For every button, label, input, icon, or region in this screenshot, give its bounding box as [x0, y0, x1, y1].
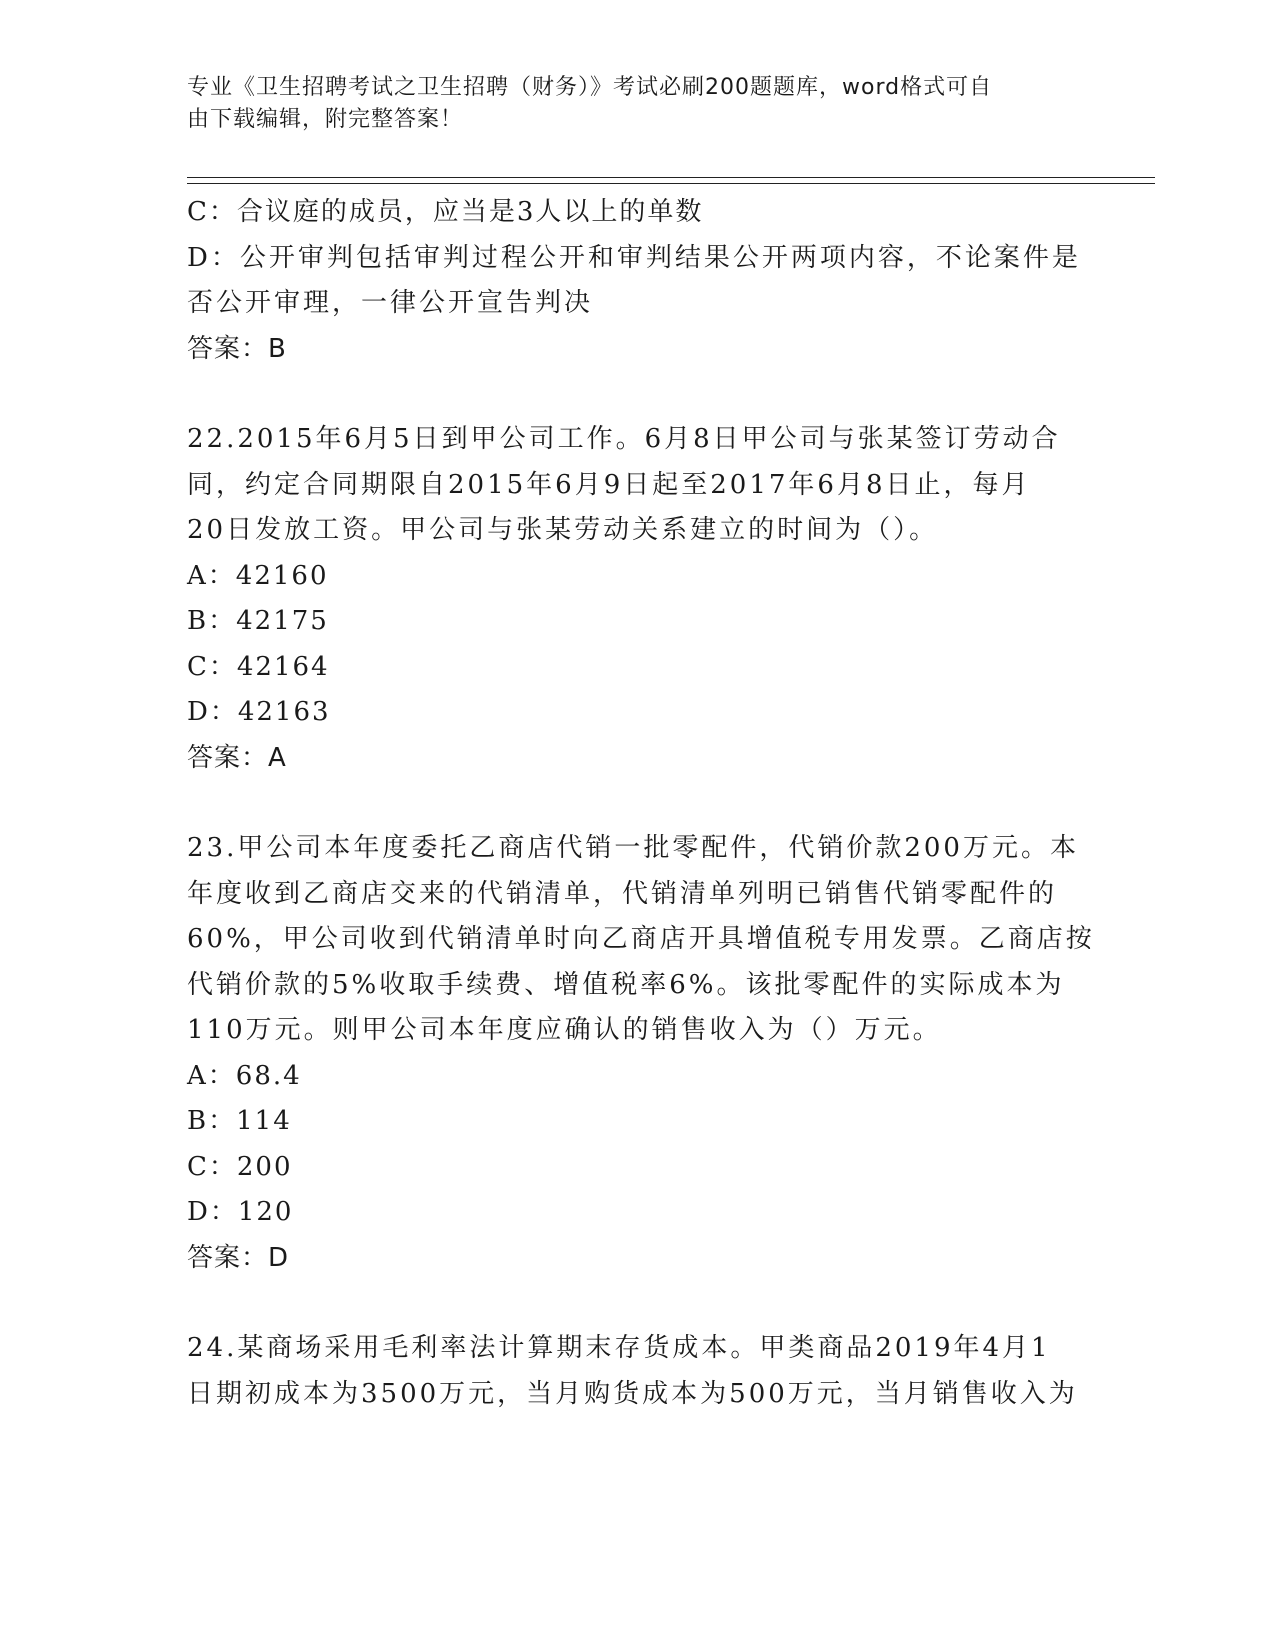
question-text-line: 20日发放工资。甲公司与张某劳动关系建立的时间为（）。: [187, 515, 939, 545]
option-a: A：42160: [187, 560, 329, 591]
answer: 答案：A: [187, 742, 287, 773]
document-header: [187, 72, 1067, 136]
spacer: [187, 372, 1087, 417]
spacer: [187, 1281, 1087, 1326]
question-text-line: 同，约定合同期限自2015年6月9日起至2017年6月8日止，每月: [187, 469, 1031, 500]
answer: 答案：D: [187, 1242, 290, 1273]
option-d-line-1: D：公开审判包括审判过程公开和审判结果公开两项内容，不论案件是: [187, 242, 1081, 273]
question-text-line: 24.某商场采用毛利率法计算期末存货成本。甲类商品2019年4月1: [187, 1333, 1051, 1363]
header-divider-top: [187, 177, 1155, 178]
question-text-line: 60%，甲公司收到代销清单时向乙商店开具增值税专用发票。乙商店按: [187, 924, 1095, 954]
question-text-line: 23.甲公司本年度委托乙商店代销一批零配件，代销价款200万元。本: [187, 833, 1079, 863]
header-line-1: 专业《卫生招聘考试之卫生招聘（财务）》考试必刷200题题库，word格式可自: [187, 75, 993, 100]
option-c: C：42164: [187, 651, 330, 682]
question-24: [187, 1326, 1087, 1417]
header-divider-bottom: [187, 183, 1155, 184]
option-d: D：120: [187, 1197, 294, 1227]
question-22: [187, 417, 1087, 781]
question-text-line: 110万元。则甲公司本年度应确认的销售收入为（）万元。: [187, 1015, 942, 1045]
option-d-line-2: 否公开审理，一律公开宣告判决: [187, 288, 594, 318]
option-b: B：42175: [187, 606, 329, 636]
option-a: A：68.4: [187, 1060, 302, 1091]
question-text-line: 年度收到乙商店交来的代销清单，代销清单列明已销售代销零配件的: [187, 878, 1058, 909]
question-text-line: 22.2015年6月5日到甲公司工作。6月8日甲公司与张某签订劳动合: [187, 424, 1061, 454]
header-line-2: 由下载编辑，附完整答案！: [187, 107, 464, 132]
answer: 答案：B: [187, 333, 287, 364]
option-c: C：合议庭的成员，应当是3人以上的单数: [187, 197, 704, 227]
question-text-line: 代销价款的5%收取手续费、增值税率6%。该批零配件的实际成本为: [187, 969, 1065, 1000]
option-c: C：200: [187, 1151, 293, 1182]
spacer: [187, 781, 1087, 826]
prev-question: [187, 190, 1087, 372]
option-d: D：42163: [187, 697, 331, 727]
document-body: [187, 190, 1095, 1417]
option-b: B：114: [187, 1106, 292, 1136]
question-23: [187, 826, 1095, 1281]
question-text-line: 日期初成本为3500万元，当月购货成本为500万元，当月销售收入为: [187, 1378, 1078, 1409]
